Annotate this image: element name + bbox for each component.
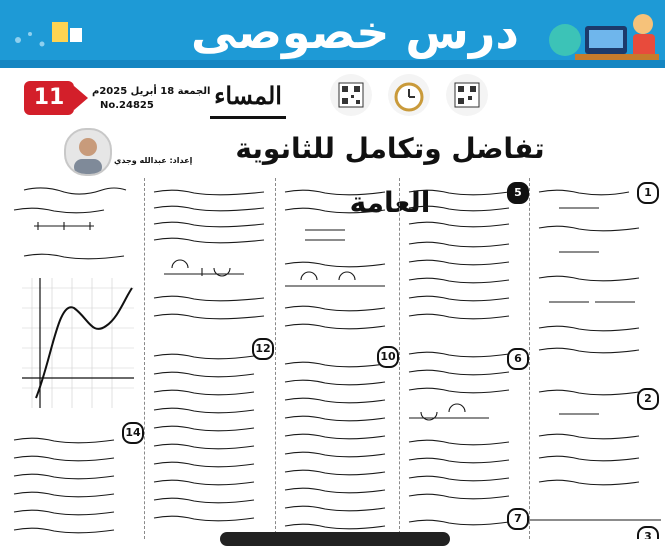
column-1 — [529, 178, 661, 539]
section-7-marker — [507, 508, 529, 530]
handwritten-notes-col5b — [4, 178, 144, 539]
column-4 — [144, 178, 276, 539]
handwritten-solutions — [4, 178, 661, 539]
column-2 — [399, 178, 530, 539]
qr-code-icon — [330, 74, 372, 116]
section-10-marker — [377, 346, 399, 368]
masthead — [0, 68, 665, 122]
section-12-label: 12 — [255, 342, 271, 355]
study-illustration-icon — [545, 4, 663, 64]
page-number-badge — [24, 81, 74, 115]
author-photo — [64, 128, 112, 176]
handwritten-notes-col1 — [529, 178, 661, 539]
section-7-label: 7 — [514, 512, 522, 525]
section-2-marker — [637, 388, 659, 410]
section-6-marker — [507, 348, 529, 370]
section-5-marker — [507, 182, 529, 204]
section-6-label: 6 — [514, 352, 522, 365]
column-3 — [275, 178, 400, 539]
header-banner — [0, 0, 665, 68]
article-headline: تفاضل وتكامل للثانوية العامة — [235, 132, 545, 219]
section-3-marker — [637, 526, 659, 539]
banner-title: درس خصوصى — [191, 5, 519, 59]
article-header — [0, 122, 665, 219]
alarm-clock-icon — [388, 74, 430, 116]
section-5-label: 5 — [514, 186, 522, 199]
section-3-label: 3 — [644, 530, 652, 539]
column-5 — [4, 178, 145, 539]
section-10-label: 10 — [380, 350, 396, 363]
author-credit: إعداد: عبدالله وجدي — [114, 156, 193, 165]
section-1-marker — [637, 182, 659, 204]
decorative-dots-graphic — [8, 10, 158, 54]
issue-date: الجمعة 18 أبريل 2025م — [92, 86, 211, 97]
newspaper-logo: المساء — [210, 76, 286, 119]
section-14-label: 14 — [125, 426, 141, 439]
section-12-marker — [252, 338, 274, 360]
section-2-label: 2 — [644, 392, 652, 405]
section-14-marker — [122, 422, 144, 444]
section-1-label: 1 — [644, 186, 652, 199]
bottom-banner-edge — [220, 532, 450, 546]
qr-code-icon-2 — [446, 74, 488, 116]
page-number: 11 — [33, 85, 65, 110]
issue-number: No.24825 — [100, 100, 154, 111]
